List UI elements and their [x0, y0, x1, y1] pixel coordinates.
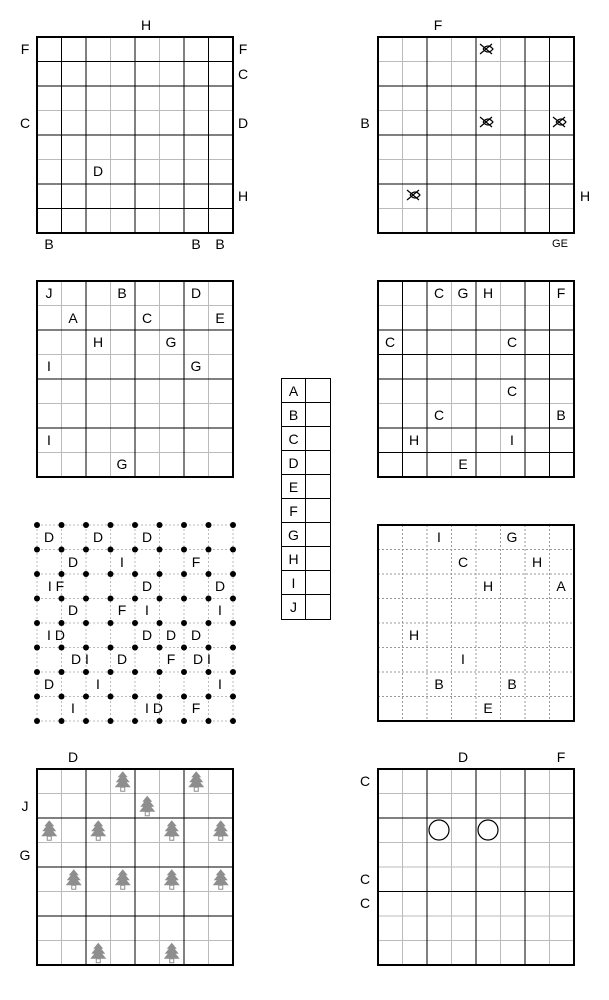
- cell-clue: A: [556, 578, 566, 594]
- right-clue: H: [237, 188, 249, 204]
- cell-clue: I: [96, 676, 100, 692]
- tree-icon: [164, 820, 180, 840]
- cell-clue: D: [43, 676, 55, 692]
- puzzle-grid-6[interactable]: [378, 525, 574, 721]
- key-row[interactable]: [282, 547, 330, 571]
- cell-clue: H: [92, 334, 104, 350]
- grid-lines: [378, 37, 574, 233]
- tree-icon: [139, 796, 155, 816]
- cell-clue: C: [433, 407, 445, 423]
- left-clue: C: [19, 115, 31, 131]
- cell-clue: H: [482, 578, 494, 594]
- key-answer-cell[interactable]: [306, 427, 330, 450]
- fish-icon: [479, 114, 495, 130]
- left-clue: J: [21, 798, 29, 814]
- cell-clue: C: [141, 310, 153, 326]
- grid-dot[interactable]: [34, 645, 40, 651]
- grid-dot[interactable]: [230, 547, 236, 553]
- tree-icon: [213, 820, 229, 840]
- cell-clue: D: [92, 529, 104, 545]
- cell-clue: B: [556, 407, 566, 423]
- top-clue: D: [67, 749, 79, 765]
- cell-clue: I D: [145, 700, 163, 716]
- key-letter: D: [282, 451, 306, 474]
- cell-clue: B: [117, 285, 127, 301]
- bottom-clue: B: [191, 236, 201, 252]
- grid-dot[interactable]: [230, 645, 236, 651]
- cell-clue: D: [141, 529, 153, 545]
- fish-icon: [479, 41, 495, 57]
- cell-clue: C: [506, 334, 518, 350]
- cell-clue: H: [482, 285, 494, 301]
- key-row[interactable]: [282, 403, 330, 427]
- cell-clue: I: [437, 529, 441, 545]
- cell-clue: D: [92, 163, 104, 179]
- cell-clue: F: [117, 602, 127, 618]
- cell-clue: D: [165, 627, 177, 643]
- cell-clue: E: [483, 700, 493, 716]
- left-clue: C: [359, 773, 371, 789]
- key-row[interactable]: [282, 499, 330, 523]
- cell-clue: I F: [47, 578, 65, 594]
- cell-clue: H: [408, 627, 420, 643]
- cell-clue: C: [506, 383, 518, 399]
- cell-clue: I: [510, 432, 514, 448]
- grid-dot[interactable]: [230, 522, 236, 528]
- circle-marker: [429, 820, 449, 840]
- cell-clue: B: [434, 676, 444, 692]
- right-clue: C: [237, 66, 249, 82]
- cell-clue: H: [531, 554, 543, 570]
- tree-icon: [90, 943, 106, 963]
- key-answer-cell[interactable]: [306, 451, 330, 474]
- cell-clue: D: [190, 285, 202, 301]
- circle-marker: [478, 820, 498, 840]
- puzzle-grid-1[interactable]: [37, 37, 233, 233]
- key-letter: J: [282, 595, 306, 619]
- key-answer-cell[interactable]: [306, 379, 330, 402]
- cell-clue: I: [218, 676, 222, 692]
- tree-icon: [66, 869, 82, 889]
- right-clue: F: [238, 41, 248, 57]
- right-clue: H: [579, 188, 591, 204]
- answer-key-table: [281, 378, 331, 620]
- grid-lines: [37, 37, 233, 233]
- puzzle-grid-3[interactable]: [37, 281, 233, 477]
- key-letter: C: [282, 427, 306, 450]
- key-letter: H: [282, 547, 306, 570]
- cell-clue: D: [116, 651, 128, 667]
- grid-lines: [378, 769, 574, 965]
- cell-clue: I: [120, 554, 124, 570]
- tree-icon: [164, 869, 180, 889]
- tree-icon: [188, 771, 204, 791]
- grid-lines: [37, 769, 233, 965]
- cell-clue: F: [556, 285, 566, 301]
- puzzle-grid-5[interactable]: [37, 525, 233, 721]
- cell-clue: D: [190, 627, 202, 643]
- cell-clue: I: [47, 432, 51, 448]
- top-clue: D: [457, 749, 469, 765]
- cell-clue: F: [191, 554, 201, 570]
- tree-icon: [41, 820, 57, 840]
- key-letter: G: [282, 523, 306, 546]
- cell-clue: G: [116, 456, 128, 472]
- grid-dot[interactable]: [34, 718, 40, 724]
- bottom-clue: B: [215, 236, 225, 252]
- key-row[interactable]: [282, 451, 330, 475]
- key-answer-cell[interactable]: [306, 475, 330, 498]
- key-answer-cell[interactable]: [306, 403, 330, 426]
- tree-icon: [90, 820, 106, 840]
- key-answer-cell[interactable]: [306, 595, 330, 619]
- cell-clue: E: [215, 310, 225, 326]
- left-clue: F: [20, 41, 30, 57]
- cell-clue: G: [165, 334, 177, 350]
- tree-icon: [115, 771, 131, 791]
- cell-clue: E: [458, 456, 468, 472]
- grid-dot[interactable]: [34, 620, 40, 626]
- bottom-clue: GE: [552, 238, 568, 250]
- cell-clue: F: [191, 700, 201, 716]
- cell-clue: B: [507, 676, 517, 692]
- cell-clue: G: [457, 285, 469, 301]
- grid-dot[interactable]: [181, 596, 187, 602]
- key-row[interactable]: [282, 475, 330, 499]
- key-row[interactable]: [282, 571, 330, 595]
- key-answer-cell[interactable]: [306, 571, 330, 594]
- tree-icon: [115, 869, 131, 889]
- grid-dot[interactable]: [34, 571, 40, 577]
- puzzle-grid-2[interactable]: [378, 37, 574, 233]
- cell-clue: I: [218, 602, 222, 618]
- key-letter: E: [282, 475, 306, 498]
- cell-clue: I: [145, 602, 149, 618]
- grid-dot[interactable]: [206, 522, 212, 528]
- cell-clue: G: [190, 358, 202, 374]
- cell-clue: I: [71, 700, 75, 716]
- grid-dot[interactable]: [132, 718, 138, 724]
- grid-dot[interactable]: [181, 522, 187, 528]
- key-letter: B: [282, 403, 306, 426]
- key-letter: I: [282, 571, 306, 594]
- key-row[interactable]: [282, 595, 330, 619]
- puzzle-grid-8[interactable]: [378, 769, 574, 965]
- puzzle-grid-7[interactable]: [37, 769, 233, 965]
- cell-clue: I: [461, 651, 465, 667]
- cell-clue: J: [45, 285, 53, 301]
- cell-clue: D I: [193, 651, 211, 667]
- top-clue: H: [140, 17, 152, 33]
- tree-icon: [164, 943, 180, 963]
- cell-clue: I D: [47, 627, 65, 643]
- cell-clue: D: [214, 578, 226, 594]
- grid-dot[interactable]: [34, 596, 40, 602]
- cell-clue: D: [141, 627, 153, 643]
- top-clue: F: [556, 749, 566, 765]
- cell-clue: D: [43, 529, 55, 545]
- key-answer-cell[interactable]: [306, 499, 330, 522]
- key-answer-cell[interactable]: [306, 523, 330, 546]
- key-row[interactable]: [282, 379, 330, 403]
- cell-clue: D: [141, 578, 153, 594]
- cell-clue: C: [433, 285, 445, 301]
- left-clue: C: [359, 871, 371, 887]
- cell-clue: D: [67, 554, 79, 570]
- tree-icon: [213, 869, 229, 889]
- bottom-clue: B: [44, 236, 54, 252]
- fish-icon: [552, 114, 568, 130]
- key-answer-cell[interactable]: [306, 547, 330, 570]
- fish-icon: [406, 187, 422, 203]
- key-letter: F: [282, 499, 306, 522]
- cell-clue: I: [47, 358, 51, 374]
- right-clue: D: [237, 115, 249, 131]
- cell-clue: C: [384, 334, 396, 350]
- grid-dot[interactable]: [230, 718, 236, 724]
- cell-clue: C: [457, 554, 469, 570]
- grid-dot[interactable]: [132, 694, 138, 700]
- key-letter: A: [282, 379, 306, 402]
- cell-clue: H: [408, 432, 420, 448]
- left-clue: B: [360, 115, 370, 131]
- top-clue: F: [433, 17, 443, 33]
- left-clue: C: [359, 895, 371, 911]
- grid-dot[interactable]: [108, 718, 114, 724]
- cell-clue: A: [68, 310, 78, 326]
- cell-clue: D I: [71, 651, 89, 667]
- cell-clue: G: [506, 529, 518, 545]
- left-clue: G: [19, 847, 31, 863]
- cell-clue: D: [67, 602, 79, 618]
- cell-clue: F: [166, 651, 176, 667]
- puzzle-grid-4[interactable]: [378, 281, 574, 477]
- key-row[interactable]: [282, 523, 330, 547]
- key-row[interactable]: [282, 427, 330, 451]
